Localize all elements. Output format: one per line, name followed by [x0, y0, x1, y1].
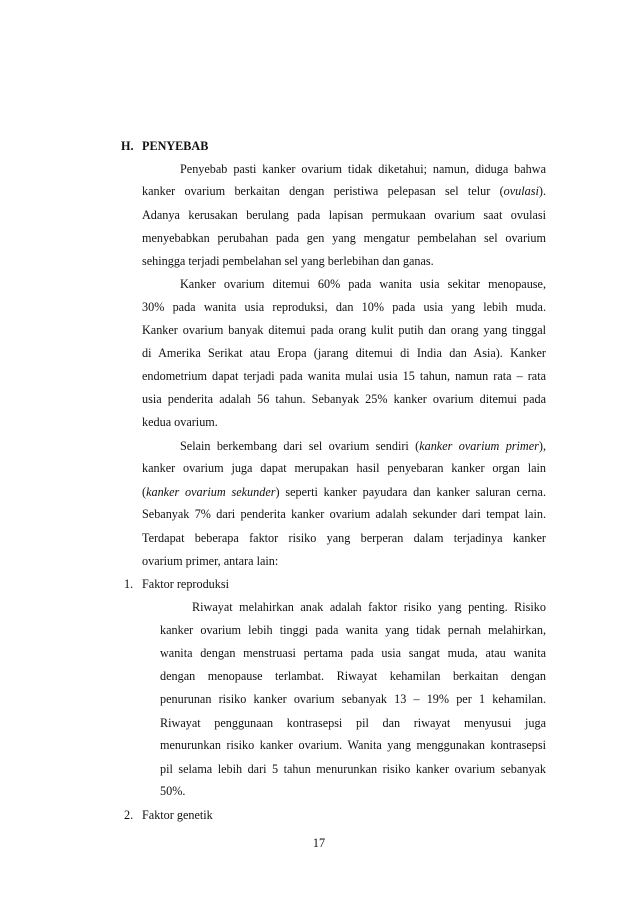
list-item-line: kanker ovarium lebih tinggi pada wanita yang tidak pernah melahirkan, [160, 623, 546, 638]
list-item-line: penurunan risiko kanker ovarium sebanyak 13 – 19% per 1 kehamilan. [160, 692, 546, 707]
list-item-line: wanita dengan menstruasi pertama pada usia sangat muda, atau wanita [160, 645, 546, 660]
list-item-line: pil selama lebih dari 5 tahun menurunkan risiko kanker ovarium sebanyak [160, 761, 546, 776]
paragraph-line [180, 438, 546, 454]
list-item-line: Riwayat melahirkan anak adalah faktor risiko yang penting. Risiko [192, 599, 546, 614]
text-span: kanker ovarium berkaitan dengan peristiwa pelepasan sel telur (ovulasi). [142, 184, 546, 199]
list-item-number: 1. [124, 577, 134, 592]
paragraph-line: sehingga terjadi pembelahan sel yang berlebihan dan ganas. [142, 254, 434, 269]
italic-term: kanker ovarium primer [419, 438, 539, 453]
paragraph-line: kedua ovarium. [142, 415, 218, 430]
list-item-line: 50%. [160, 784, 186, 799]
paragraph-line: Terdapat beberapa faktor risiko yang berperan dalam terjadinya kanker [142, 530, 546, 545]
paragraph-line: kanker ovarium juga dapat merupakan hasil penyebaran kanker organ lain [142, 461, 546, 476]
section-title: PENYEBAB [142, 139, 209, 153]
text-span: ), [538, 438, 546, 453]
paragraph-line: usia penderita adalah 56 tahun. Sebanyak 25% kanker ovarium ditemui pada [142, 392, 546, 407]
list-item-line: Riwayat penggunaan kontrasepsi pil dan riwayat menyusui juga [160, 715, 546, 730]
paragraph-line: Adanya kerusakan berulang pada lapisan permukaan ovarium saat ovulasi [142, 207, 546, 222]
list-item-title: Faktor reproduksi [142, 577, 229, 592]
paragraph-line [142, 484, 546, 500]
italic-term: ovulasi [503, 184, 539, 199]
text-span: Selain berkembang dari sel ovarium sendiri ( [180, 438, 420, 453]
page-number: 17 [312, 836, 326, 850]
paragraph-line: ovarium primer, antara lain: [142, 553, 279, 568]
paragraph-line: di Amerika Serikat atau Eropa (jarang ditemui di India dan Asia). Kanker [142, 346, 546, 361]
paragraph-line: Penyebab pasti kanker ovarium tidak diketahui; namun, diduga bahwa [180, 161, 546, 176]
list-item-number: 2. [124, 807, 134, 822]
list-item-line: dengan menopause terlambat. Riwayat kehamilan berkaitan dengan [160, 669, 546, 684]
paragraph-line: 30% pada wanita usia reproduksi, dan 10% pada usia yang lebih muda. [142, 300, 546, 315]
italic-term: kanker ovarium sekunder [146, 484, 276, 499]
section-number: H. [121, 139, 134, 153]
paragraph-line: menyebabkan perubahan pada gen yang mengatur pembelahan sel ovarium [142, 230, 546, 245]
list-item-line: menurunkan risiko kanker ovarium. Wanita yang menggunakan kontrasepsi [160, 738, 546, 753]
paragraph-line: Sebanyak 7% dari penderita kanker ovarium adalah sekunder dari tempat lain. [142, 507, 546, 522]
paragraph-line: Kanker ovarium ditemui 60% pada wanita usia sekitar menopause, [180, 276, 546, 291]
paragraph-line: Kanker ovarium banyak ditemui pada orang kulit putih dan orang yang tinggal [142, 322, 546, 337]
section-heading [121, 139, 208, 154]
list-item-title: Faktor genetik [142, 807, 213, 822]
paragraph-line: endometrium dapat terjadi pada wanita mulai usia 15 tahun, namun rata – rata [142, 368, 546, 383]
text-span: ( [142, 484, 147, 499]
text-span: ) seperti kanker payudara dan kanker saluran cerna. [275, 484, 546, 499]
paragraph-line [142, 183, 546, 199]
